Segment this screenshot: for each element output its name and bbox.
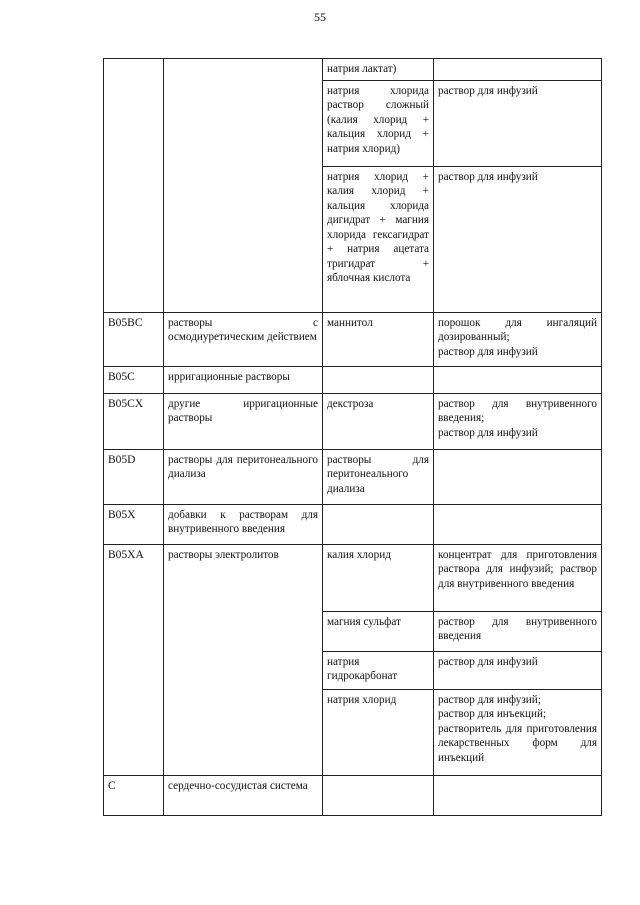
dosage-form-cell: раствор для внутривенного введения — [434, 611, 602, 651]
atc-code-cell: B05XA — [104, 544, 164, 775]
group-name-cell: растворы электролитов — [164, 544, 323, 775]
group-name-cell: сердечно-сосудистая система — [164, 775, 323, 815]
dosage-form-cell — [434, 689, 602, 775]
table-row — [104, 312, 602, 366]
substance-cell: маннитол — [323, 312, 434, 366]
substance-cell: декстроза — [323, 393, 434, 449]
dosage-form-line: раствор для инъекций; — [438, 708, 547, 720]
group-name-cell: ирригационные растворы — [164, 366, 323, 393]
atc-code-cell — [104, 59, 164, 313]
dosage-form-line: раствор для инфузий — [438, 426, 538, 439]
dosage-form-cell — [434, 775, 602, 815]
atc-code-cell: B05BC — [104, 312, 164, 366]
table-row — [104, 59, 602, 81]
dosage-form-line: концентрат для приготовления раствора для инфузий; раствор для внутривенного введения — [438, 548, 597, 590]
table-row — [104, 449, 602, 504]
dosage-form-cell: раствор для инфузий — [434, 80, 602, 166]
substance-cell — [323, 775, 434, 815]
dosage-form-line: раствор для внутривенного введения; — [438, 397, 597, 424]
page-number: 55 — [314, 10, 326, 24]
dosage-form-cell — [434, 366, 602, 393]
dosage-form-cell: раствор для инфузий — [434, 166, 602, 312]
table-row — [104, 775, 602, 815]
substance-cell: калия хлорид — [323, 544, 434, 611]
table-row — [104, 393, 602, 449]
dosage-form-cell: раствор для инфузий — [434, 651, 602, 689]
table-row — [104, 366, 602, 393]
group-name-cell: добавки к растворам для внутривенного введения — [164, 504, 323, 544]
dosage-form-line: раствор для инфузий — [438, 345, 538, 358]
substance-cell: натрия хлорида раствор сложный (калия хлорид + кальция хлорид + натрия хлорид) — [323, 80, 434, 166]
substance-cell — [323, 366, 434, 393]
group-name-cell: растворы для перитонеального диализа — [164, 449, 323, 504]
dosage-form-line: порошок для ингаляций дозированный; — [438, 316, 597, 343]
substance-cell: натрия хлорид + калия хлорид + кальция хлорида дигидрат + магния хлорида гексагидрат + натрия ацетата тригидрат + яблочная кислота — [323, 166, 434, 312]
substance-cell: магния сульфат — [323, 611, 434, 651]
substance-cell: натрия хлорид — [323, 689, 434, 775]
dosage-form-cell — [434, 449, 602, 504]
dosage-form-cell — [434, 393, 602, 449]
dosage-form-cell — [434, 504, 602, 544]
group-name-cell — [164, 59, 323, 313]
dosage-form-cell — [434, 59, 602, 81]
dosage-form-line: раствор для инфузий; — [438, 693, 541, 706]
medication-table — [103, 58, 602, 816]
atc-code-cell: B05D — [104, 449, 164, 504]
dosage-form-cell — [434, 312, 602, 366]
group-name-cell: растворы с осмодиуретическим действием — [164, 312, 323, 366]
atc-code-cell: C — [104, 775, 164, 815]
table-row — [104, 504, 602, 544]
group-name-cell: другие ирригационные растворы — [164, 393, 323, 449]
dosage-form-cell — [434, 544, 602, 611]
dosage-form-line: растворитель для приготовления лекарственных форм для инъекций — [438, 722, 597, 764]
atc-code-cell: B05X — [104, 504, 164, 544]
substance-cell — [323, 504, 434, 544]
substance-cell: растворы для перитонеального диализа — [323, 449, 434, 504]
substance-cell: натрия лактат) — [323, 59, 434, 81]
atc-code-cell: B05CX — [104, 393, 164, 449]
atc-code-cell: B05C — [104, 366, 164, 393]
substance-cell: натрия гидрокарбонат — [323, 651, 434, 689]
table-row — [104, 544, 602, 611]
